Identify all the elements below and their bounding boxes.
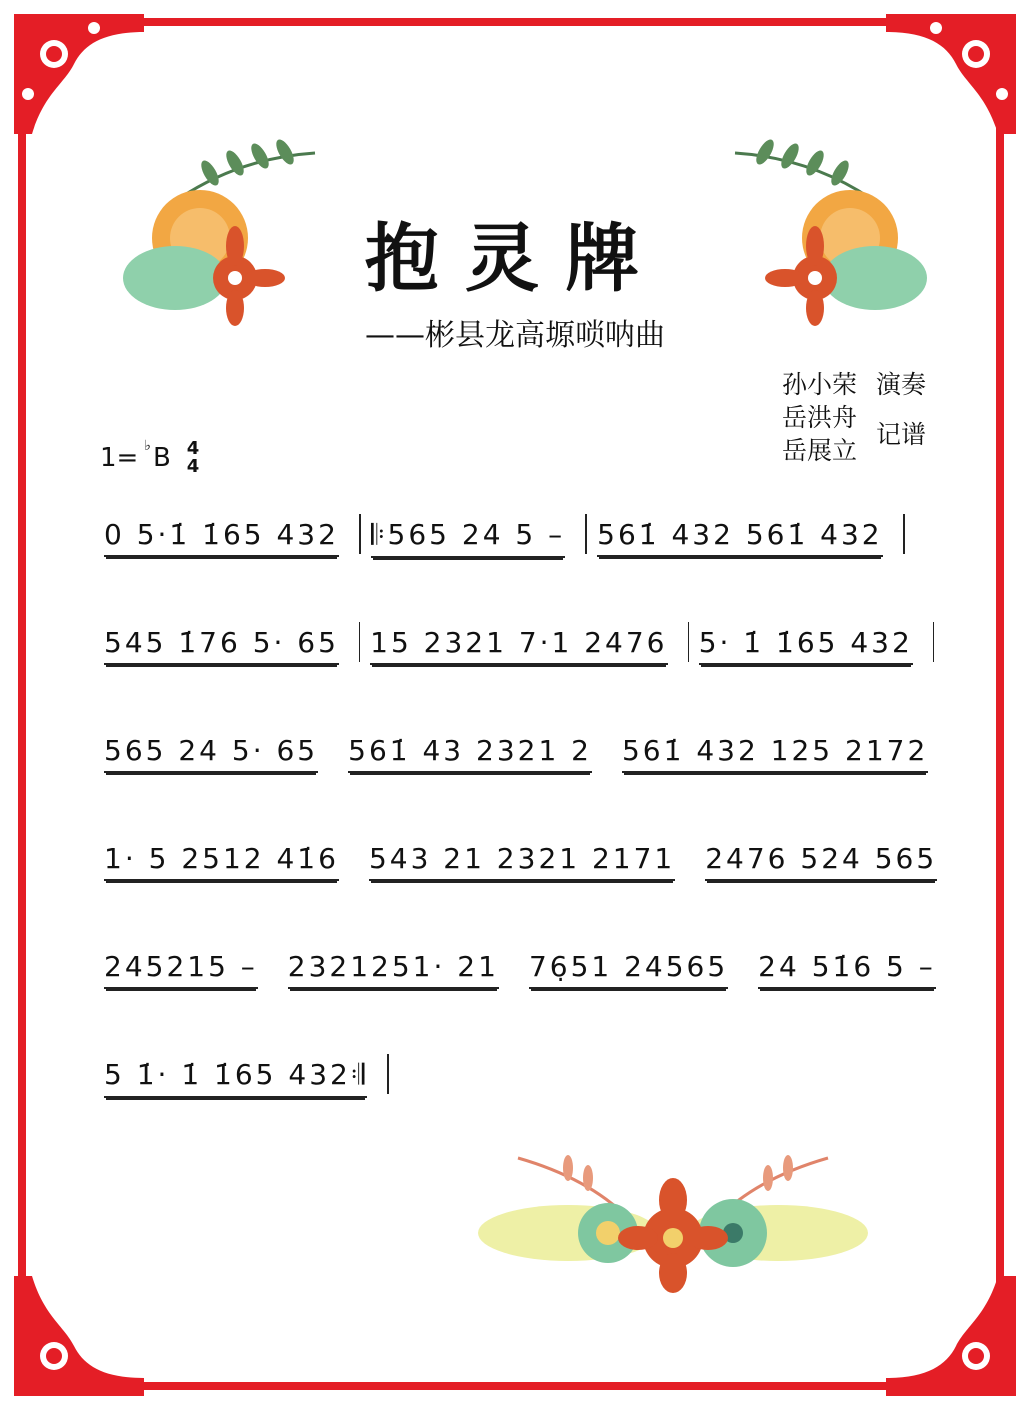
key-note: B [152, 443, 171, 473]
score-line [104, 734, 944, 842]
transcribe-role: 记谱 [876, 420, 927, 449]
performer-name: 孙小荣 [782, 370, 858, 399]
page-title: 抱灵牌 [365, 216, 665, 302]
score-measure: 𝄆565 24 5 – [371, 518, 565, 558]
jianpu-score [104, 518, 944, 1166]
bar-line [585, 514, 587, 554]
score-line [104, 1058, 944, 1166]
key-signature [100, 440, 199, 476]
bar-line [933, 622, 934, 662]
flat-sign: ♭ [144, 438, 151, 454]
page-subtitle: ——彬县龙高塬唢呐曲 [365, 318, 665, 353]
score-measure: 545 1̇76 5· 65 [104, 626, 339, 665]
score-line [104, 626, 944, 734]
score-measure: 245215 – [104, 950, 258, 989]
score-measure: 15 2321 7·1 2476 [370, 626, 667, 665]
corner-ornament-top-right [886, 14, 1016, 144]
bar-line [688, 622, 689, 662]
score-measure: 543 21 2321 2171 [369, 842, 675, 881]
score-line [104, 518, 944, 626]
bar-line [359, 514, 361, 554]
score-measure: 1· 5 2512 41̇6 [104, 842, 339, 881]
transcriber-name-2: 岳展立 [782, 436, 858, 465]
score-measure: 5· 1̇ 1̇65 432 [699, 626, 913, 665]
score-line [104, 950, 944, 1058]
score-line [104, 842, 944, 950]
score-measure: 0 5·1̇ 1̇65 432 [104, 518, 339, 557]
corner-ornament-bottom-left [14, 1266, 144, 1396]
corner-ornament-top-left [14, 14, 144, 144]
score-measure: 2476 524 565 [705, 842, 937, 881]
score-measure: 561̇ 432 561̇ 432 [597, 518, 882, 557]
score-measure: 76̣51 24565 [529, 950, 728, 989]
key-prefix: 1= [100, 443, 139, 473]
perform-role: 演奏 [876, 370, 927, 399]
score-measure: 2321251· 21 [288, 950, 499, 989]
score-measure: 565 24 5· 65 [104, 734, 318, 773]
score-measure: 561̇ 43 2321 2 [348, 734, 592, 773]
bar-line [903, 514, 905, 554]
transcriber-name-1: 岳洪舟 [782, 403, 858, 432]
corner-ornament-bottom-right [886, 1266, 1016, 1396]
score-measure: 5 1̇· 1̇ 1̇65 432𝄇 [104, 1058, 367, 1098]
credits-block [782, 368, 926, 467]
bar-line [387, 1054, 389, 1094]
score-measure: 24 51̇6 5 – [758, 950, 936, 989]
score-measure: 561̇ 432 125 2172 [622, 734, 928, 773]
bar-line [359, 622, 360, 662]
time-signature: 4 4 [186, 438, 200, 477]
